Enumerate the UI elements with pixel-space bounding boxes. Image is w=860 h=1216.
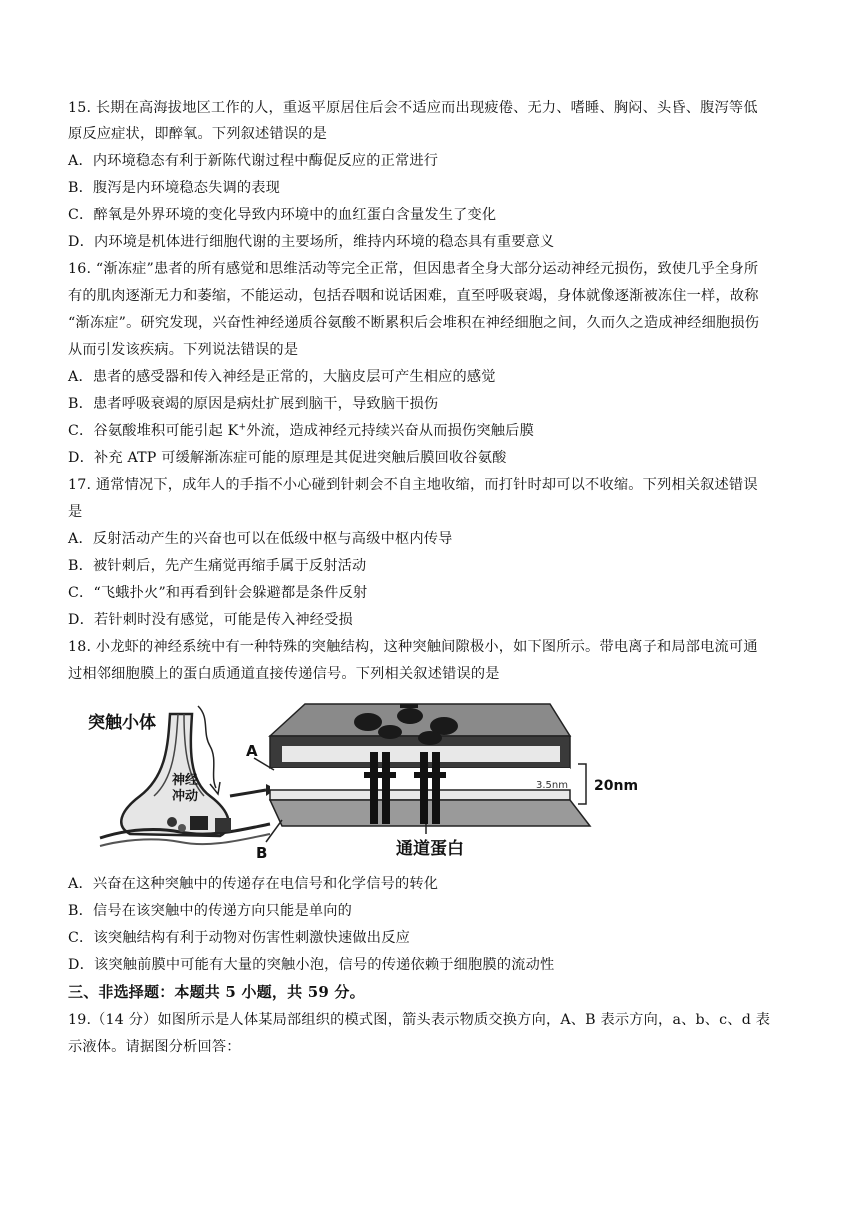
q16-option-c [68,421,798,441]
q15-option-b: B．腹泻是内环境稳态失调的表现 [68,180,281,196]
q16-option-c-sup: + [238,422,247,433]
q18-option-b: B．信号在该突触中的传递方向只能是单向的 [68,903,352,919]
q15-stem-line-1: 15. 长期在高海拔地区工作的人，重返平原居住后会不适应而出现疲倦、无力、嗜睡、胸闷、头昏、腹泻等低 [68,100,758,116]
q16-option-c-pre: C．谷氨酸堆积可能引起 K [68,423,239,439]
q18-option-c: C．该突触结构有利于动物对伤害性刺激快速做出反应 [68,930,410,946]
q17-stem-line-1: 17. 通常情况下，成年人的手指不小心碰到针刺会不自主地收缩，而打针时却可以不收缩。下列相关叙述错误 [68,477,758,493]
q18-stem-line-2: 过相邻细胞膜上的蛋白质通道直接传递信号。下列相关叙述错误的是 [68,666,500,682]
q15-stem-line-2: 原反应症状，即醉氧。下列叙述错误的是 [68,126,327,142]
q19-stem-line-1: 19.（14 分）如图所示是人体某局部组织的模式图，箭头表示物质交换方向，A、B 表示方向，a、b、c、d 表 [68,1012,771,1028]
q18-option-a: A．兴奋在这种突触中的传递存在电信号和化学信号的转化 [68,876,439,892]
section-heading-nonchoice: 三、非选择题：本题共 5 小题，共 59 分。 [68,983,365,1001]
figure-label-impulse-2: 冲动 [172,789,199,804]
q16-option-b: B．患者呼吸衰竭的原因是病灶扩展到脑干，导致脑干损伤 [68,396,439,412]
q15-option-a: A．内环境稳态有利于新陈代谢过程中酶促反应的正常进行 [68,153,439,169]
q16-stem-line-4: 从而引发该疾病。下列说法错误的是 [68,342,299,358]
synapse-figure [70,696,639,866]
q16-stem-line-1: 16. “渐冻症”患者的所有感觉和思维活动等完全正常，但因患者全身大部分运动神经元损伤，致使几乎全身所 [68,261,759,277]
q18-stem-line-1: 18. 小龙虾的神经系统中有一种特殊的突触结构，这种突触间隙极小，如下图所示。带电离子和局部电流可通 [68,639,758,655]
figure-label-gap-small: 3.5nm [536,780,568,791]
q17-option-c: C．“飞蛾扑火”和再看到针会躲避都是条件反射 [68,585,368,601]
q17-stem-line-2: 是 [68,504,83,520]
figure-label-channel-protein: 通道蛋白 [396,839,464,859]
q17-option-a: A．反射活动产生的兴奋也可以在低级中枢与高级中枢内传导 [68,531,453,547]
q16-option-a: A．患者的感受器和传入神经是正常的，大脑皮层可产生相应的感觉 [68,369,496,385]
figure-label-gap: 20nm [594,778,639,794]
q16-stem-line-3: “渐冻症”。研究发现，兴奋性神经递质谷氨酸不断累积后会堆积在神经细胞之间，久而久之造成神经细胞损伤 [68,315,760,331]
q16-stem-line-2: 有的肌肉逐渐无力和萎缩，不能运动，包括吞咽和说话困难，直至呼吸衰竭，身体就像逐渐被冻住一样，故称 [68,288,759,304]
q18-option-d: D．该突触前膜中可能有大量的突触小泡，信号的传递依赖于细胞膜的流动性 [68,957,555,973]
q15-option-c: C．醉氧是外界环境的变化导致内环境中的血红蛋白含量发生了变化 [68,207,497,223]
q19-stem-line-2: 示液体。请据图分析回答： [68,1039,241,1055]
gap-junction-illustration [254,704,590,842]
figure-label-synaptic-knob: 突触小体 [88,713,156,733]
q16-option-d: D．补充 ATP 可缓解渐冻症可能的原理是其促进突触后膜回收谷氨酸 [68,450,507,466]
q17-option-d: D．若针刺时没有感觉，可能是传入神经受损 [68,612,353,628]
q16-option-c-post: 外流，造成神经元持续兴奋从而损伤突触后膜 [246,423,534,439]
figure-label-impulse-1: 神经 [172,773,199,788]
q17-option-b: B．被针刺后，先产生痛觉再缩手属于反射活动 [68,558,367,574]
figure-label-a: A [246,742,258,760]
figure-label-b: B [256,844,268,862]
q15-option-d: D．内环境是机体进行细胞代谢的主要场所，维持内环境的稳态具有重要意义 [68,234,555,250]
